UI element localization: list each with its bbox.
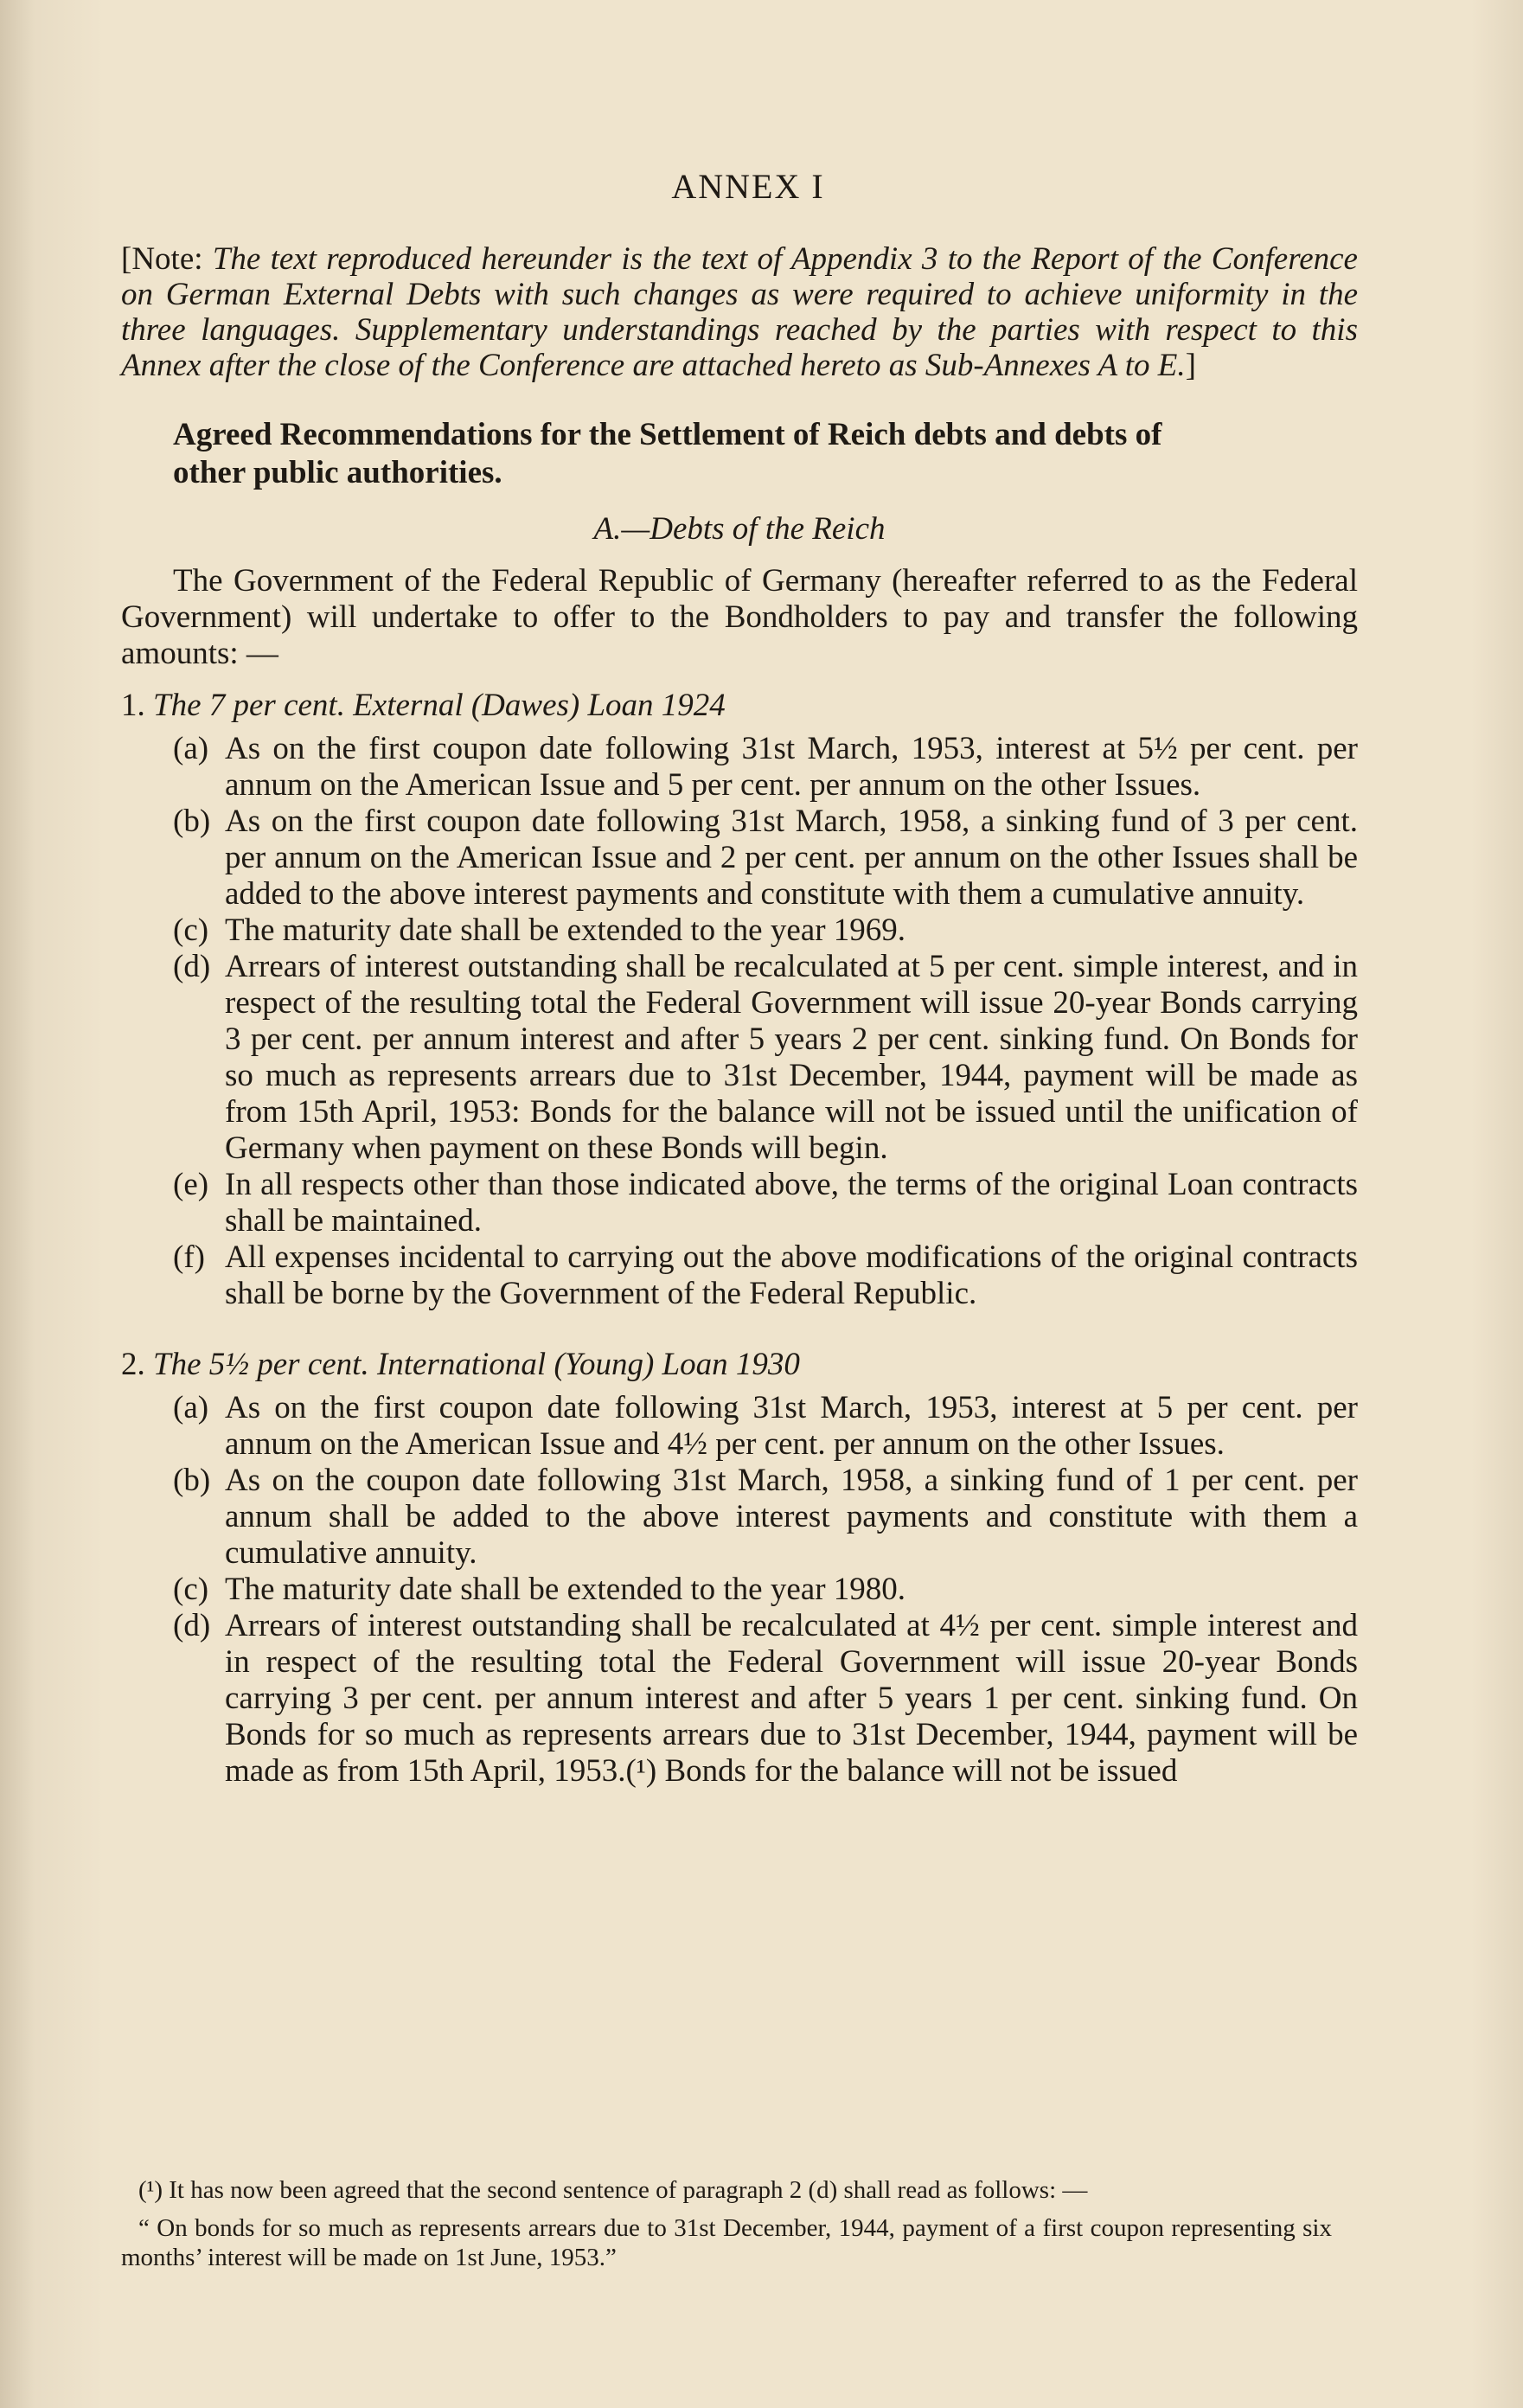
footnote: “ On bonds for so much as represents arrears due to 31st December, 1944, payment of a first coupon representing six months’ interest will be made on 1st June, 1953.” <box>121 2214 1332 2271</box>
list-item <box>121 804 1358 913</box>
section-title-text: The 7 per cent. External (Dawes) Loan 1924 <box>153 688 726 723</box>
footnote: (¹) It has now been agreed that the second sentence of paragraph 2 (d) shall read as follows: — <box>138 2176 1088 2204</box>
item-text: The maturity date shall be extended to the year 1980. <box>225 1572 906 1607</box>
recommendations-title-line1: Agreed Recommendations for the Settlement of Reich debts and debts of <box>173 417 1162 452</box>
note-prefix: [Note: <box>121 241 213 277</box>
subheading-text: A.—Debts of the Reich <box>593 511 886 547</box>
item-label: (b) <box>173 1463 211 1498</box>
recommendations-title <box>121 416 1358 492</box>
section-spacer <box>121 1312 1358 1347</box>
list-item <box>121 949 1358 1167</box>
list-item <box>121 1390 1358 1463</box>
item-text: As on the first coupon date following 31st March, 1953, interest at 5½ per cent. per annum on the American Issue and 5 per cent. per annum on the other Issues. <box>225 731 1358 803</box>
item-text: As on the coupon date following 31st March, 1958, a sinking fund of 1 per cent. per annum shall be added to the above interest payments and constitute with them a cumulative annuity. <box>225 1463 1358 1571</box>
section-2-title <box>121 1347 1358 1383</box>
editorial-note <box>121 241 1358 383</box>
item-label: (d) <box>173 1608 211 1643</box>
item-text: Arrears of interest outstanding shall be recalculated at 4½ per cent. simple interest and in respect of the resulting total the Federal Government will issue 20-year Bonds carrying 3 per cent. per annum interest and after 5 years 1 per cent. sinking fund. On Bonds for so much as represents arrears due to 31st December, 1944, payment will be made as from 15th April, 1953.(¹) Bonds for the balance will not be issued <box>225 1608 1358 1789</box>
annex-heading: ANNEX I <box>671 167 825 206</box>
item-label: (a) <box>173 731 209 766</box>
recommendations-title-line2: other public authorities. <box>173 455 502 490</box>
item-text: In all respects other than those indicated above, the terms of the original Loan contracts shall be maintained. <box>225 1167 1358 1239</box>
item-label: (c) <box>173 913 209 948</box>
item-label: (d) <box>173 949 211 984</box>
section-number: 2. <box>121 1347 145 1382</box>
list-item <box>121 1167 1358 1239</box>
list-item <box>121 1572 1358 1608</box>
document-body <box>121 169 1358 1790</box>
section-2-items <box>121 1390 1358 1790</box>
item-text: The maturity date shall be extended to the year 1969. <box>225 913 906 948</box>
item-label: (a) <box>173 1390 209 1425</box>
note-suffix: ] <box>1185 348 1196 383</box>
item-label: (c) <box>173 1572 209 1607</box>
list-item <box>121 913 1358 949</box>
note-text: The text reproduced hereunder is the text of Appendix 3 to the Report of the Conference on German External Debts with such changes as were required to achieve uniformity in the three languages. Supplementary understandings reached by the parties with respect to this Annex after the close of the Conference are attached hereto as Sub-Annexes A to E. <box>121 241 1358 383</box>
list-item <box>121 731 1358 804</box>
list-item <box>121 1608 1358 1790</box>
list-item <box>121 1239 1358 1312</box>
item-label: (f) <box>173 1239 205 1275</box>
item-text: As on the first coupon date following 31st March, 1953, interest at 5 per cent. per annum on the American Issue and 4½ per cent. per annum on the other Issues. <box>225 1390 1358 1462</box>
item-label: (b) <box>173 804 211 839</box>
intro-paragraph: The Government of the Federal Republic of Germany (hereafter referred to as the Federal Government) will undertake to offer to the Bondholders to pay and transfer the following amounts: — <box>121 563 1358 671</box>
item-text: As on the first coupon date following 31st March, 1958, a sinking fund of 3 per cent. per annum on the American Issue and 2 per cent. per annum on the other Issues shall be added to the above interest payments and constitute with them a cumulative annuity. <box>225 804 1358 912</box>
item-text: Arrears of interest outstanding shall be recalculated at 5 per cent. simple interest, and in respect of the resulting total the Federal Government will issue 20-year Bonds carrying 3 per cent. per annum interest and after 5 years 2 per cent. sinking fund. On Bonds for so much as represents arrears due to 31st December, 1944, payment will be made as from 15th April, 1953: Bonds for the balance will not be issued until the unification of Germany when payment on these Bonds will begin. <box>225 949 1358 1166</box>
section-subheading <box>121 511 1358 548</box>
section-number: 1. <box>121 688 145 723</box>
footnotes <box>121 2175 1332 2281</box>
item-label: (e) <box>173 1167 209 1202</box>
section-1-items <box>121 731 1358 1312</box>
item-text: All expenses incidental to carrying out the above modifications of the original contracts shall be borne by the Government of the Federal Republic. <box>225 1239 1358 1311</box>
section-title-text: The 5½ per cent. International (Young) Loan 1930 <box>153 1347 800 1382</box>
list-item <box>121 1463 1358 1572</box>
section-1-title <box>121 688 1358 724</box>
